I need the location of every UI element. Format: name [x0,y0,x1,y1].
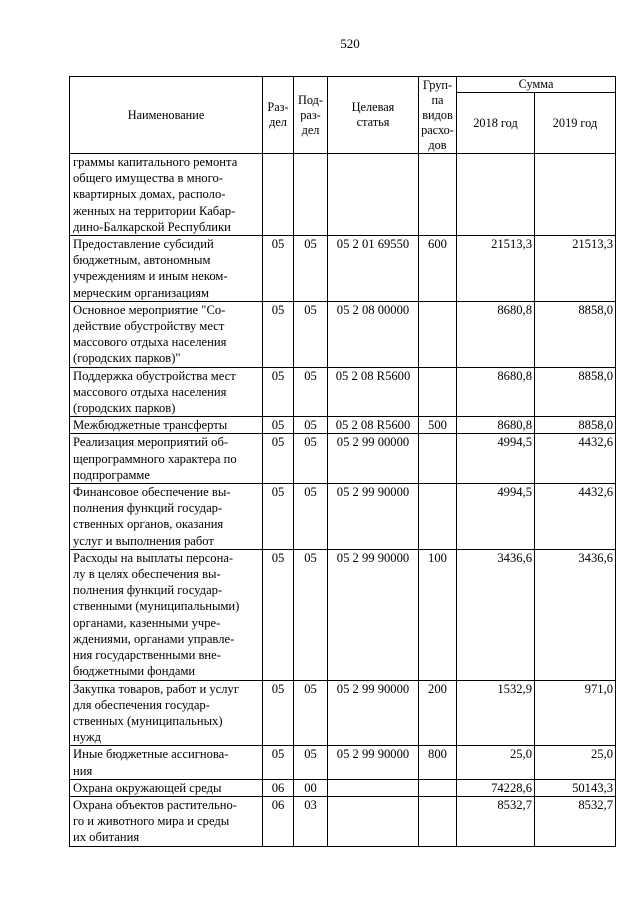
table-row [70,484,616,550]
header-year-2018: 2018 год [457,93,535,154]
cell-sum-2019: 25,0 [535,746,616,779]
cell-name: Поддержка обустройства мест массового отдыха населения (городских парков) [70,367,263,417]
cell-expense-group: 100 [419,549,457,680]
cell-section: 05 [263,236,294,302]
cell-sum-2019: 8858,0 [535,417,616,434]
cell-sum-2019: 50143,3 [535,779,616,796]
cell-name: Иные бюджетные ассигнова- ния [70,746,263,779]
cell-expense-group [419,367,457,417]
cell-sum-2019: 21513,3 [535,236,616,302]
header-expense-group: Груп- па видов расхо- дов [419,77,457,154]
cell-section: 05 [263,367,294,417]
cell-expense-group [419,154,457,236]
cell-subsection: 03 [294,796,328,846]
table-row [70,779,616,796]
cell-target-article [328,154,419,236]
cell-sum-2019: 3436,6 [535,549,616,680]
cell-expense-group: 200 [419,680,457,746]
cell-name: Охрана окружающей среды [70,779,263,796]
cell-target-article: 05 2 99 90000 [328,484,419,550]
cell-sum-2018: 21513,3 [457,236,535,302]
header-year-2019: 2019 год [535,93,616,154]
cell-section: 05 [263,484,294,550]
cell-sum-2019: 4432,6 [535,434,616,484]
cell-expense-group [419,301,457,367]
cell-subsection: 05 [294,417,328,434]
table-row [70,154,616,236]
cell-name: Охрана объектов растительно- го и животного мира и среды их обитания [70,796,263,846]
table-row [70,367,616,417]
header-section: Раз- дел [263,77,294,154]
cell-subsection: 05 [294,484,328,550]
cell-name: Реализация мероприятий об- щепрограммного характера по подпрограмме [70,434,263,484]
cell-target-article: 05 2 99 90000 [328,680,419,746]
cell-section: 05 [263,301,294,367]
cell-section: 05 [263,680,294,746]
cell-section: 06 [263,796,294,846]
cell-target-article: 05 2 99 00000 [328,434,419,484]
cell-expense-group: 800 [419,746,457,779]
cell-subsection: 05 [294,434,328,484]
table-row [70,549,616,680]
header-name: Наименование [70,77,263,154]
cell-target-article: 05 2 08 R5600 [328,367,419,417]
cell-expense-group: 600 [419,236,457,302]
table-row [70,796,616,846]
cell-expense-group: 500 [419,417,457,434]
table-row [70,746,616,779]
table-row [70,236,616,302]
cell-sum-2018: 25,0 [457,746,535,779]
cell-target-article: 05 2 08 R5600 [328,417,419,434]
cell-name: Межбюджетные трансферты [70,417,263,434]
cell-sum-2019: 8858,0 [535,367,616,417]
cell-subsection: 05 [294,549,328,680]
cell-section: 05 [263,434,294,484]
cell-subsection: 05 [294,746,328,779]
cell-sum-2018: 4994,5 [457,434,535,484]
cell-subsection: 05 [294,236,328,302]
cell-sum-2018: 1532,9 [457,680,535,746]
cell-sum-2018: 74228,6 [457,779,535,796]
cell-target-article [328,796,419,846]
cell-subsection: 05 [294,301,328,367]
cell-sum-2018: 3436,6 [457,549,535,680]
cell-sum-2018: 4994,5 [457,484,535,550]
cell-expense-group [419,779,457,796]
cell-name: Финансовое обеспечение вы- полнения функций государ- ственных органов, оказания услуг и выполнения работ [70,484,263,550]
cell-sum-2018: 8532,7 [457,796,535,846]
cell-sum-2019: 8858,0 [535,301,616,367]
cell-section [263,154,294,236]
table-row [70,417,616,434]
cell-section: 05 [263,417,294,434]
header-target-article: Целевая статья [328,77,419,154]
budget-table [69,76,616,847]
cell-expense-group [419,484,457,550]
cell-sum-2018: 8680,8 [457,301,535,367]
cell-sum-2019: 971,0 [535,680,616,746]
cell-sum-2019 [535,154,616,236]
page-number: 520 [340,36,360,51]
cell-sum-2018: 8680,8 [457,417,535,434]
cell-sum-2018 [457,154,535,236]
cell-target-article [328,779,419,796]
header-subsection: Под- раз- дел [294,77,328,154]
cell-target-article: 05 2 08 00000 [328,301,419,367]
cell-subsection: 05 [294,367,328,417]
table-row [70,434,616,484]
cell-name: Предоставление субсидий бюджетным, автономным учреждениям и иным неком- мерческим организациям [70,236,263,302]
cell-subsection: 05 [294,680,328,746]
cell-section: 05 [263,549,294,680]
cell-subsection [294,154,328,236]
table-row [70,680,616,746]
table-row [70,301,616,367]
cell-target-article: 05 2 99 90000 [328,549,419,680]
cell-target-article: 05 2 99 90000 [328,746,419,779]
cell-sum-2019: 8532,7 [535,796,616,846]
cell-name: граммы капитального ремонта общего имущества в много- квартирных домах, располо- женных на территории Кабар- дино-Балкарской Республики [70,154,263,236]
cell-expense-group [419,796,457,846]
header-sum: Сумма [457,77,616,93]
cell-target-article: 05 2 01 69550 [328,236,419,302]
cell-name: Основное мероприятие "Со- действие обустройству мест массового отдыха населения (городских парков)" [70,301,263,367]
cell-name: Расходы на выплаты персона- лу в целях обеспечения вы- полнения функций государ- ственными (муниципальными) органами, казенными учре- ждениями, органами управле- ния государственными вне- бюджетными фондами [70,549,263,680]
table-body [70,154,616,847]
cell-name: Закупка товаров, работ и услуг для обеспечения государ- ственных (муниципальных) нужд [70,680,263,746]
cell-section: 05 [263,746,294,779]
cell-sum-2019: 4432,6 [535,484,616,550]
cell-section: 06 [263,779,294,796]
cell-expense-group [419,434,457,484]
cell-sum-2018: 8680,8 [457,367,535,417]
cell-subsection: 00 [294,779,328,796]
